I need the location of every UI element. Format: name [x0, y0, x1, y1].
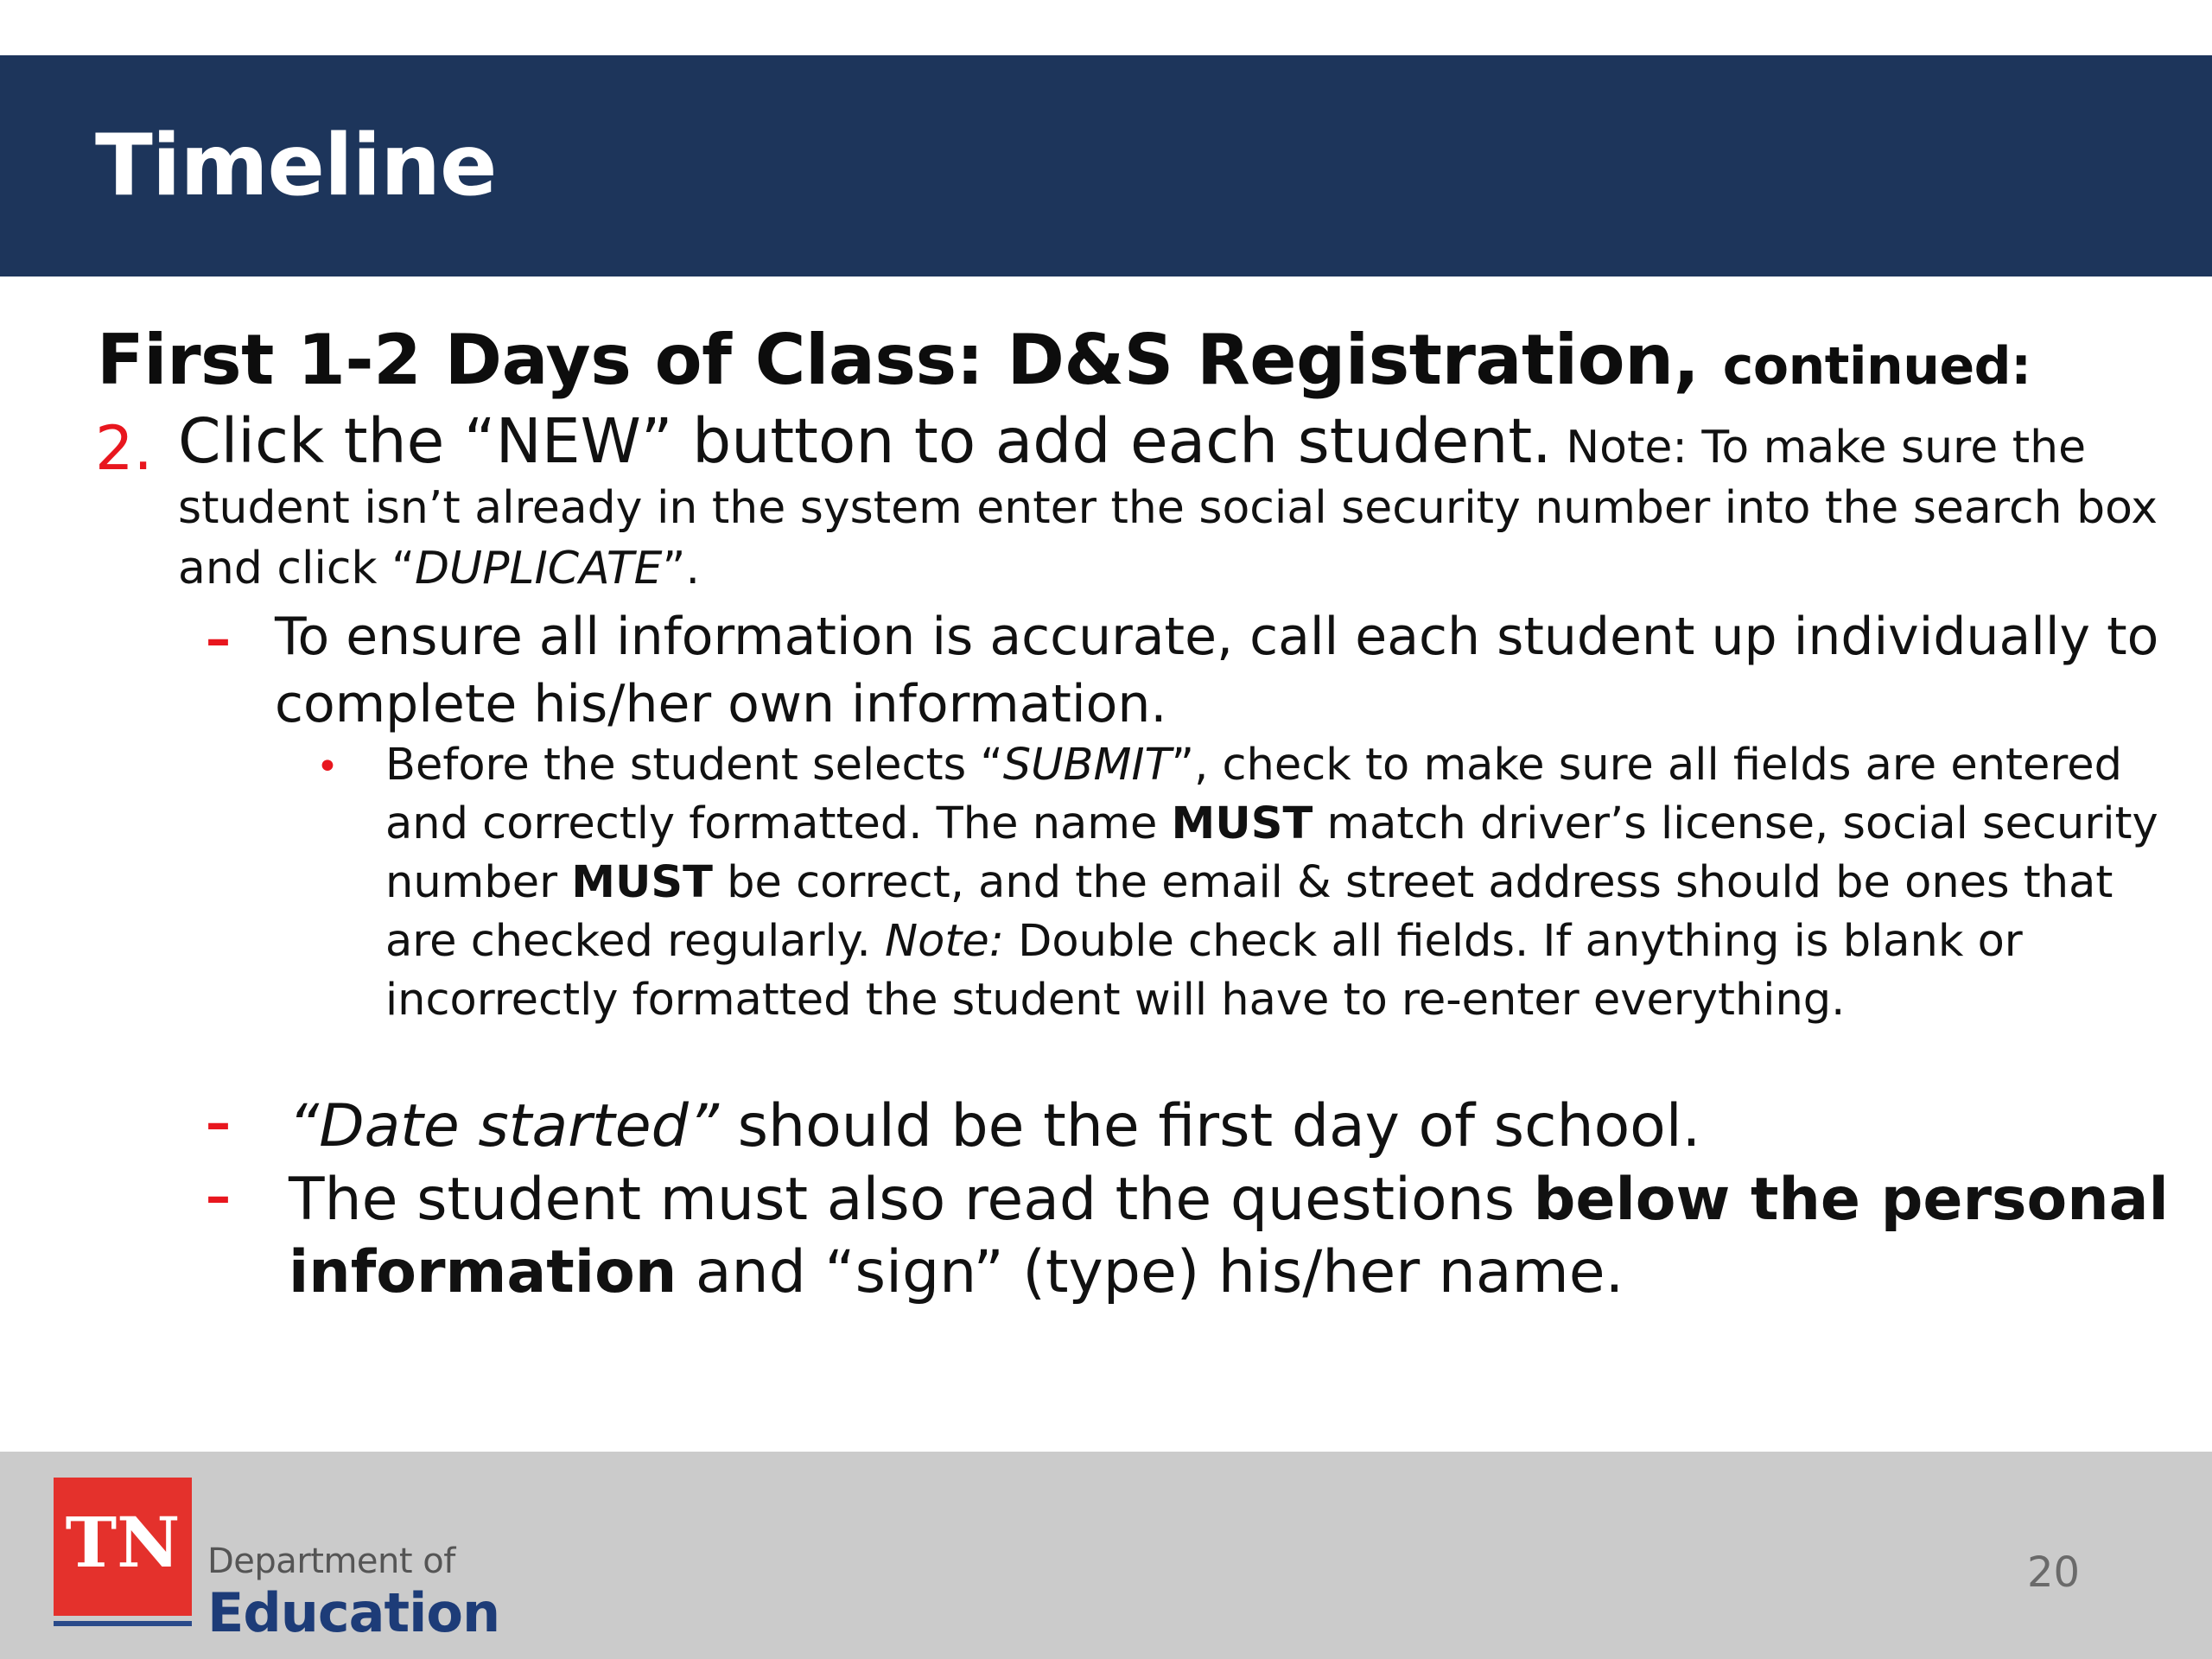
must-emphasis-2: MUST [571, 857, 713, 908]
education-label: Education [207, 1581, 500, 1644]
bullet-text-4: be correct, and the email & street address should be ones that are checked regularly. [385, 857, 2113, 967]
sub-item-date-started [289, 1090, 2190, 1163]
title-bar [0, 55, 2212, 276]
sub-item-sign-text-2: and “sign” (type) his/her name. [677, 1238, 1624, 1306]
slide-title: Timeline [95, 117, 497, 215]
section-heading-text: First 1-2 Days of Class: D&S Registration, [97, 320, 1700, 400]
tn-logo [54, 1478, 192, 1616]
bullet-submit-check [385, 736, 2174, 1030]
dash-marker: – [206, 609, 231, 668]
step-2-note-b: ”. [662, 543, 700, 594]
section-heading-suffix: continued: [1722, 336, 2031, 397]
logo-underline [54, 1621, 192, 1626]
bullet-text-5: Double check all fields. If anything is blank or incorrectly formatted the student will have to re-enter everything. [385, 916, 2023, 1026]
section-heading [97, 320, 2031, 400]
page-number: 20 [2027, 1548, 2081, 1597]
step-2-main: Click the “NEW” button to add each student. [178, 405, 1552, 477]
must-emphasis-1: MUST [1171, 798, 1313, 849]
sub-item-sign [289, 1164, 2172, 1309]
bullet-text-1: Before the student selects “ [385, 740, 1003, 791]
sub-item-date-text: should be the first day of school. [718, 1092, 1701, 1160]
note-label: Note: [884, 916, 1004, 967]
dash-marker: – [206, 1166, 231, 1225]
dept-label: Department of [207, 1541, 455, 1581]
duplicate-label: DUPLICATE [415, 543, 663, 594]
bullet-marker: • [316, 745, 339, 789]
step-2-text [178, 405, 2191, 599]
step-number: 2. [95, 413, 153, 484]
date-started-label: “Date started” [289, 1092, 719, 1160]
step-2-note-a: Note: To make sure the student isn’t already in the system enter the social security number into the search box and click “ [178, 422, 2158, 594]
personal-info-emphasis: below the personal information [289, 1166, 2169, 1306]
bullet-text-3: match driver’s license, social security number [385, 798, 2158, 908]
tn-logo-text: TN [65, 1502, 181, 1583]
sub-item-sign-text-1: The student must also read the questions [289, 1166, 1534, 1234]
sub-item-accuracy: To ensure all information is accurate, call each student up individually to complete his/her own information. [275, 607, 2159, 734]
bullet-text-2: ”, check to make sure all fields are entered and correctly formatted. The name [385, 740, 2123, 849]
dash-marker: – [206, 1093, 231, 1152]
submit-label: SUBMIT [1002, 740, 1172, 791]
